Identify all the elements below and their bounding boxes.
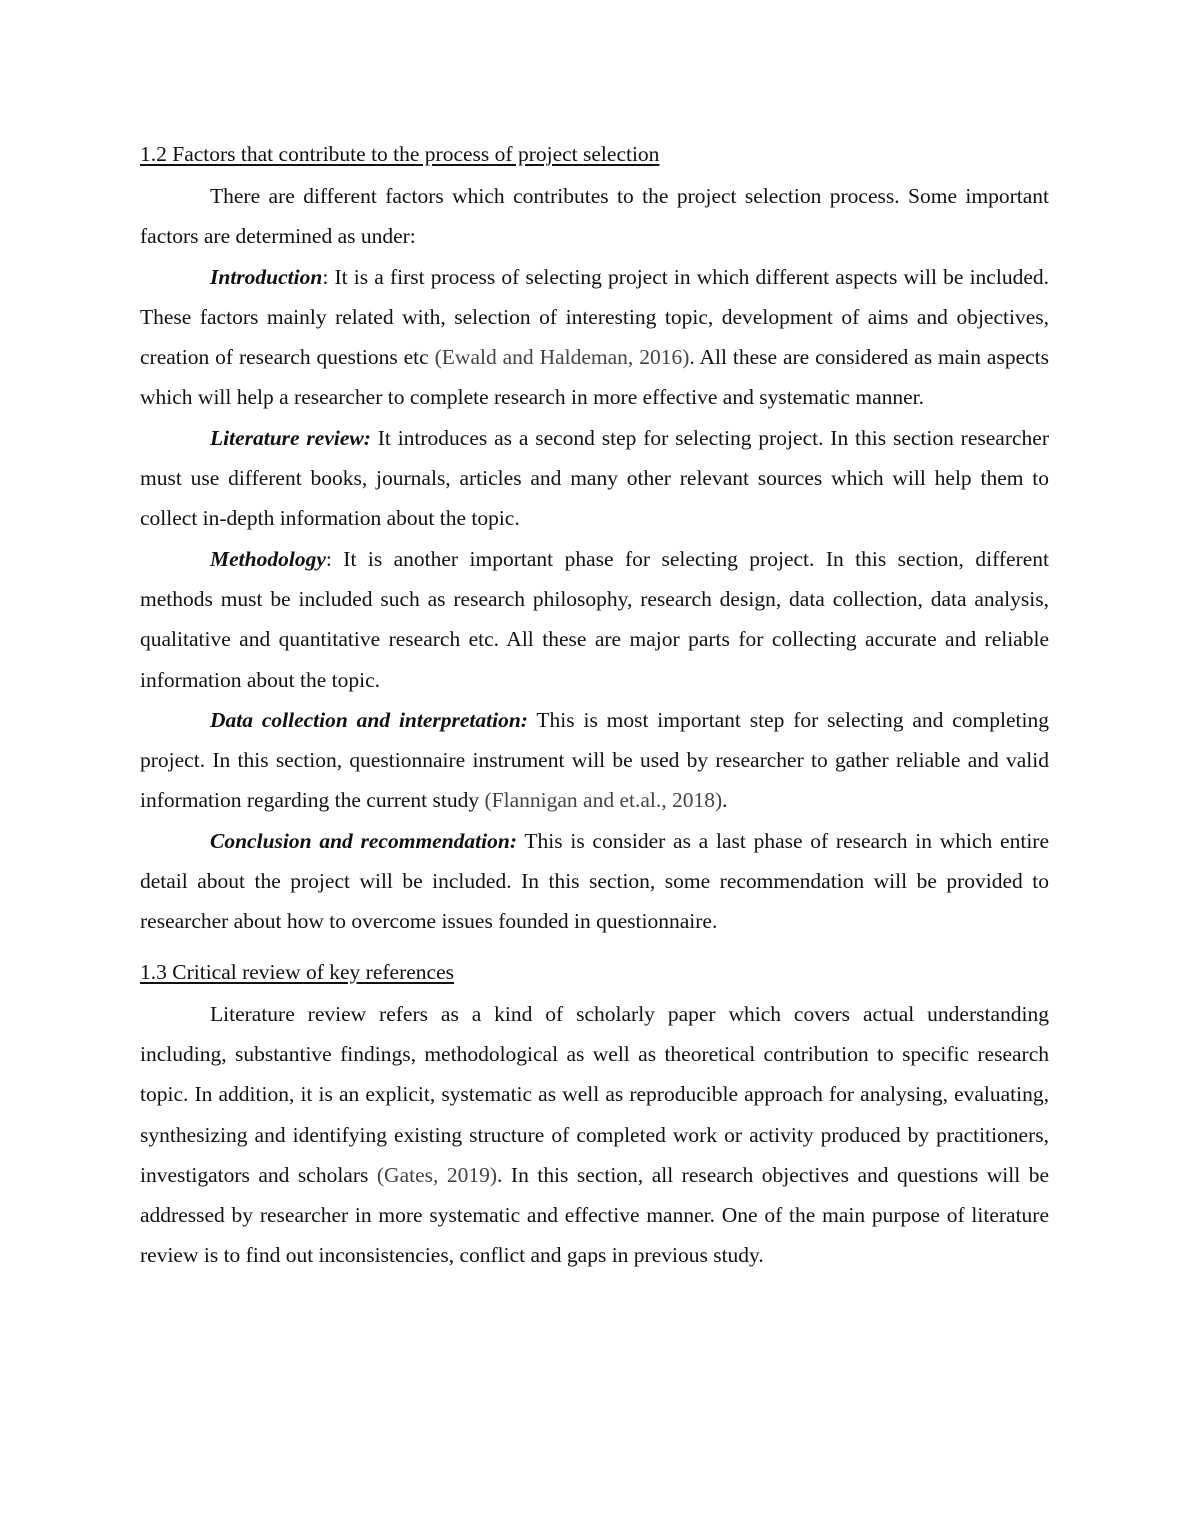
item-text: This is consider as a last phase of research in which entire detail about the project will be included. In this section, some recommendation will be provided to researcher about how to overcome issues founded in questionnaire.	[140, 828, 1049, 934]
item-term: Methodology	[210, 546, 326, 571]
item-text-after: .	[722, 788, 728, 813]
item-separator	[371, 426, 378, 450]
section-heading-1-2: 1.2 Factors that contribute to the process of project selection	[140, 142, 660, 166]
document-page	[140, 136, 1049, 1276]
citation: (Ewald and Haldeman, 2016)	[434, 345, 690, 370]
item-separator: :	[322, 264, 335, 289]
critical-review-paragraph	[140, 994, 1049, 1276]
item-paragraph-data-collection	[140, 700, 1049, 821]
item-term: Introduction	[210, 264, 323, 289]
item-term: Conclusion and recommendation:	[210, 828, 517, 853]
item-text-after: . All these are considered as main aspects which will help a researcher to complete research in more effective and systematic manner.	[140, 345, 1049, 410]
intro-paragraph: There are different factors which contributes to the project selection process. Some important factors are determined as under:	[140, 184, 1049, 249]
item-paragraph-introduction	[140, 257, 1049, 418]
item-term: Data collection and interpretation:	[210, 707, 528, 732]
item-text: It is a first process of selecting project in which different aspects will be included. These factors mainly related with, selection of interesting topic, development of aims and objectives, creation of research questions etc	[140, 264, 1049, 370]
item-text: It introduces as a second step for selecting project. In this section researcher must use different books, journals, articles and many other relevant sources which will help them to collect in-depth information about the topic.	[140, 425, 1049, 531]
citation: (Flannigan and et.al., 2018)	[484, 788, 723, 813]
item-text: This is most important step for selecting and completing project. In this section, questionnaire instrument will be used by researcher to gather reliable and valid information regarding the current study	[140, 707, 1049, 813]
item-separator: :	[325, 546, 344, 571]
item-paragraph-methodology	[140, 539, 1049, 700]
review-text-after: . In this section, all research objectives and questions will be addressed by researcher in more systematic and effective manner. One of the main purpose of literature review is to find out inconsistencies, conflict and gaps in previous study.	[140, 1162, 1049, 1268]
citation: (Gates, 2019)	[376, 1162, 498, 1187]
section-heading-1-3: 1.3 Critical review of key references	[140, 959, 454, 984]
review-text: Literature review refers as a kind of scholarly paper which covers actual understanding including, substantive findings, methodological as well as theoretical contribution to specific research topic. In addition, it is an explicit, systematic as well as reproducible approach for analysing, evaluating, synthesizing and identifying existing structure of completed work or activity produced by practitioners, investigators and scholars	[140, 1001, 1049, 1187]
item-paragraph-literature-review	[140, 418, 1049, 539]
item-text: It is another important phase for selecting project. In this section, different methods must be included such as research philosophy, research design, data collection, data analysis, qualitative and quantitative research etc. All these are major parts for collecting accurate and reliable information about the topic.	[140, 546, 1049, 692]
item-paragraph-conclusion	[140, 821, 1049, 942]
item-term: Literature review:	[210, 425, 371, 450]
